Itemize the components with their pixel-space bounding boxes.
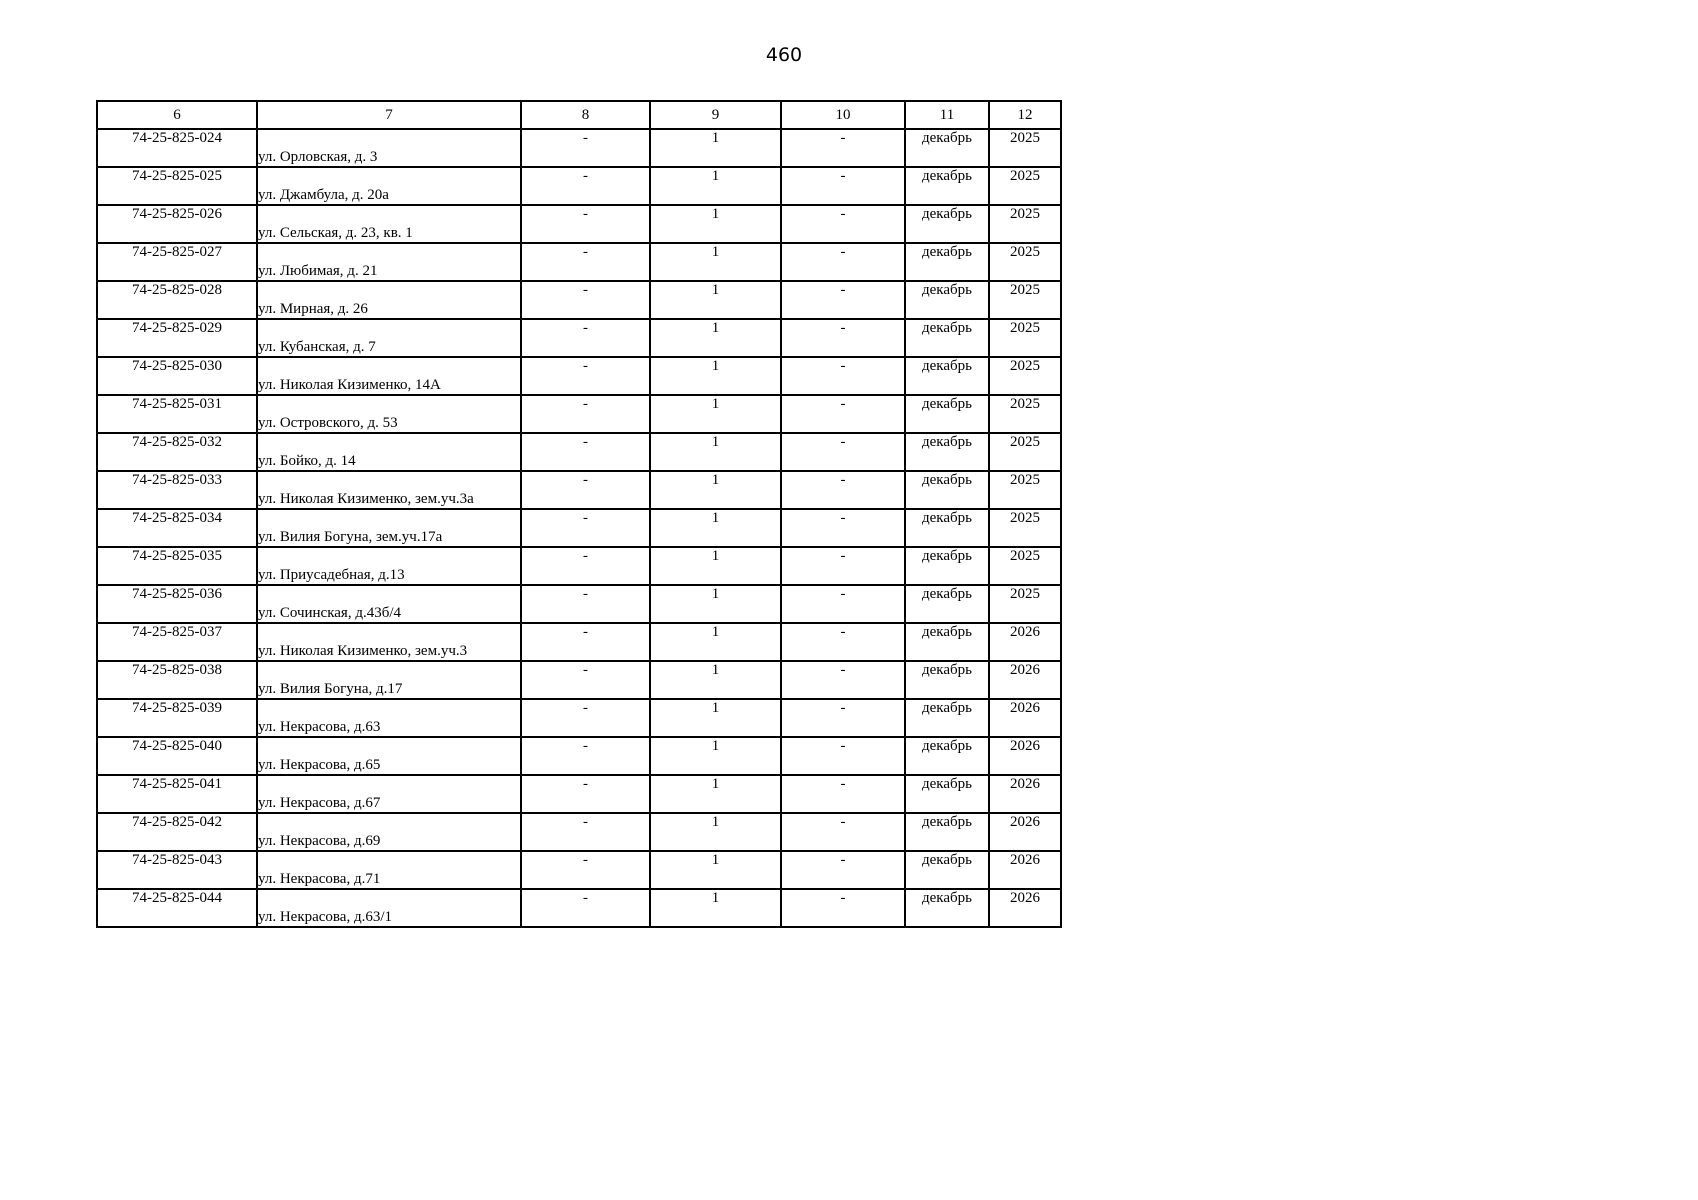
col-8-cell: - (521, 851, 650, 889)
year-cell: 2025 (989, 433, 1061, 471)
month-cell: декабрь (905, 319, 989, 357)
year-cell: 2026 (989, 661, 1061, 699)
table-row (97, 509, 1061, 547)
object-code-cell: 74-25-825-025 (97, 167, 257, 205)
table-row (97, 319, 1061, 357)
col-9-cell: 1 (650, 167, 781, 205)
header-row (97, 101, 1061, 129)
col-8-cell: - (521, 205, 650, 243)
col-9-cell: 1 (650, 129, 781, 167)
col-10-cell: - (781, 471, 905, 509)
table-row (97, 889, 1061, 927)
page-number: 460 (765, 44, 803, 66)
object-code-cell: 74-25-825-031 (97, 395, 257, 433)
col-9-cell: 1 (650, 319, 781, 357)
object-code-cell: 74-25-825-039 (97, 699, 257, 737)
col-10-cell: - (781, 243, 905, 281)
col-10-cell: - (781, 167, 905, 205)
object-code-cell: 74-25-825-034 (97, 509, 257, 547)
col-8-cell: - (521, 813, 650, 851)
col-9-cell: 1 (650, 585, 781, 623)
col-9-cell: 1 (650, 813, 781, 851)
object-code-cell: 74-25-825-036 (97, 585, 257, 623)
col-9-cell: 1 (650, 775, 781, 813)
col-8-cell: - (521, 585, 650, 623)
col-10-cell: - (781, 547, 905, 585)
object-code-cell: 74-25-825-041 (97, 775, 257, 813)
header-col-10: 10 (781, 101, 905, 129)
year-cell: 2026 (989, 851, 1061, 889)
table-row (97, 129, 1061, 167)
col-10-cell: - (781, 851, 905, 889)
table-row (97, 357, 1061, 395)
col-9-cell: 1 (650, 547, 781, 585)
object-code-cell: 74-25-825-035 (97, 547, 257, 585)
month-cell: декабрь (905, 509, 989, 547)
col-9-cell: 1 (650, 737, 781, 775)
address-cell: ул. Джамбула, д. 20а (257, 167, 521, 205)
table-row (97, 547, 1061, 585)
col-10-cell: - (781, 775, 905, 813)
col-9-cell: 1 (650, 851, 781, 889)
table-row (97, 585, 1061, 623)
register-table (96, 100, 1062, 928)
col-8-cell: - (521, 433, 650, 471)
header-col-9: 9 (650, 101, 781, 129)
year-cell: 2025 (989, 205, 1061, 243)
month-cell: декабрь (905, 433, 989, 471)
table-row (97, 851, 1061, 889)
year-cell: 2026 (989, 813, 1061, 851)
object-code-cell: 74-25-825-043 (97, 851, 257, 889)
address-cell: ул. Вилия Богуна, д.17 (257, 661, 521, 699)
header-col-12: 12 (989, 101, 1061, 129)
table-row (97, 623, 1061, 661)
object-code-cell: 74-25-825-029 (97, 319, 257, 357)
year-cell: 2025 (989, 281, 1061, 319)
header-col-8: 8 (521, 101, 650, 129)
col-10-cell: - (781, 509, 905, 547)
address-cell: ул. Орловская, д. 3 (257, 129, 521, 167)
col-10-cell: - (781, 889, 905, 927)
col-10-cell: - (781, 661, 905, 699)
address-cell: ул. Некрасова, д.71 (257, 851, 521, 889)
month-cell: декабрь (905, 623, 989, 661)
year-cell: 2025 (989, 585, 1061, 623)
year-cell: 2026 (989, 775, 1061, 813)
header-col-11: 11 (905, 101, 989, 129)
col-9-cell: 1 (650, 281, 781, 319)
col-9-cell: 1 (650, 205, 781, 243)
table-row (97, 167, 1061, 205)
col-8-cell: - (521, 661, 650, 699)
col-8-cell: - (521, 357, 650, 395)
table-row (97, 205, 1061, 243)
address-cell: ул. Сочинская, д.43б/4 (257, 585, 521, 623)
col-8-cell: - (521, 243, 650, 281)
object-code-cell: 74-25-825-040 (97, 737, 257, 775)
month-cell: декабрь (905, 737, 989, 775)
object-code-cell: 74-25-825-024 (97, 129, 257, 167)
month-cell: декабрь (905, 851, 989, 889)
col-9-cell: 1 (650, 357, 781, 395)
year-cell: 2025 (989, 509, 1061, 547)
year-cell: 2026 (989, 737, 1061, 775)
object-code-cell: 74-25-825-042 (97, 813, 257, 851)
year-cell: 2025 (989, 395, 1061, 433)
col-8-cell: - (521, 167, 650, 205)
object-code-cell: 74-25-825-038 (97, 661, 257, 699)
col-8-cell: - (521, 699, 650, 737)
col-8-cell: - (521, 129, 650, 167)
year-cell: 2025 (989, 243, 1061, 281)
address-cell: ул. Любимая, д. 21 (257, 243, 521, 281)
address-cell: ул. Некрасова, д.67 (257, 775, 521, 813)
month-cell: декабрь (905, 547, 989, 585)
month-cell: декабрь (905, 471, 989, 509)
col-9-cell: 1 (650, 471, 781, 509)
month-cell: декабрь (905, 585, 989, 623)
month-cell: декабрь (905, 699, 989, 737)
col-10-cell: - (781, 433, 905, 471)
address-cell: ул. Некрасова, д.65 (257, 737, 521, 775)
address-cell: ул. Приусадебная, д.13 (257, 547, 521, 585)
col-9-cell: 1 (650, 699, 781, 737)
address-cell: ул. Островского, д. 53 (257, 395, 521, 433)
month-cell: декабрь (905, 243, 989, 281)
table-row (97, 661, 1061, 699)
object-code-cell: 74-25-825-026 (97, 205, 257, 243)
object-code-cell: 74-25-825-028 (97, 281, 257, 319)
col-8-cell: - (521, 775, 650, 813)
month-cell: декабрь (905, 205, 989, 243)
col-10-cell: - (781, 585, 905, 623)
col-9-cell: 1 (650, 395, 781, 433)
col-9-cell: 1 (650, 243, 781, 281)
col-10-cell: - (781, 395, 905, 433)
col-9-cell: 1 (650, 623, 781, 661)
table-row (97, 395, 1061, 433)
month-cell: декабрь (905, 167, 989, 205)
year-cell: 2025 (989, 547, 1061, 585)
col-10-cell: - (781, 205, 905, 243)
address-cell: ул. Сельская, д. 23, кв. 1 (257, 205, 521, 243)
col-8-cell: - (521, 281, 650, 319)
table-header (97, 101, 1061, 129)
address-cell: ул. Некрасова, д.69 (257, 813, 521, 851)
month-cell: декабрь (905, 395, 989, 433)
col-9-cell: 1 (650, 889, 781, 927)
col-8-cell: - (521, 623, 650, 661)
address-cell: ул. Николая Кизименко, 14А (257, 357, 521, 395)
table-row (97, 737, 1061, 775)
col-9-cell: 1 (650, 661, 781, 699)
year-cell: 2026 (989, 889, 1061, 927)
month-cell: декабрь (905, 129, 989, 167)
col-8-cell: - (521, 737, 650, 775)
col-8-cell: - (521, 395, 650, 433)
object-code-cell: 74-25-825-027 (97, 243, 257, 281)
table-row (97, 243, 1061, 281)
table-row (97, 471, 1061, 509)
year-cell: 2025 (989, 319, 1061, 357)
year-cell: 2025 (989, 357, 1061, 395)
year-cell: 2026 (989, 623, 1061, 661)
col-10-cell: - (781, 357, 905, 395)
col-8-cell: - (521, 889, 650, 927)
table-body (97, 129, 1061, 927)
table-row (97, 433, 1061, 471)
col-10-cell: - (781, 699, 905, 737)
col-9-cell: 1 (650, 433, 781, 471)
table-row (97, 813, 1061, 851)
address-cell: ул. Вилия Богуна, зем.уч.17а (257, 509, 521, 547)
table-row (97, 699, 1061, 737)
year-cell: 2025 (989, 167, 1061, 205)
year-cell: 2025 (989, 471, 1061, 509)
object-code-cell: 74-25-825-032 (97, 433, 257, 471)
header-col-7: 7 (257, 101, 521, 129)
month-cell: декабрь (905, 661, 989, 699)
month-cell: декабрь (905, 357, 989, 395)
col-10-cell: - (781, 319, 905, 357)
col-9-cell: 1 (650, 509, 781, 547)
col-10-cell: - (781, 737, 905, 775)
col-10-cell: - (781, 129, 905, 167)
col-8-cell: - (521, 547, 650, 585)
object-code-cell: 74-25-825-044 (97, 889, 257, 927)
year-cell: 2025 (989, 129, 1061, 167)
year-cell: 2026 (989, 699, 1061, 737)
table-row (97, 775, 1061, 813)
address-cell: ул. Кубанская, д. 7 (257, 319, 521, 357)
month-cell: декабрь (905, 775, 989, 813)
col-8-cell: - (521, 471, 650, 509)
month-cell: декабрь (905, 889, 989, 927)
address-cell: ул. Мирная, д. 26 (257, 281, 521, 319)
col-8-cell: - (521, 319, 650, 357)
header-col-6: 6 (97, 101, 257, 129)
col-10-cell: - (781, 813, 905, 851)
address-cell: ул. Бойко, д. 14 (257, 433, 521, 471)
address-cell: ул. Некрасова, д.63/1 (257, 889, 521, 927)
month-cell: декабрь (905, 813, 989, 851)
address-cell: ул. Некрасова, д.63 (257, 699, 521, 737)
address-cell: ул. Николая Кизименко, зем.уч.3 (257, 623, 521, 661)
object-code-cell: 74-25-825-030 (97, 357, 257, 395)
month-cell: декабрь (905, 281, 989, 319)
col-8-cell: - (521, 509, 650, 547)
col-10-cell: - (781, 623, 905, 661)
address-cell: ул. Николая Кизименко, зем.уч.3а (257, 471, 521, 509)
object-code-cell: 74-25-825-033 (97, 471, 257, 509)
object-code-cell: 74-25-825-037 (97, 623, 257, 661)
col-10-cell: - (781, 281, 905, 319)
table-row (97, 281, 1061, 319)
